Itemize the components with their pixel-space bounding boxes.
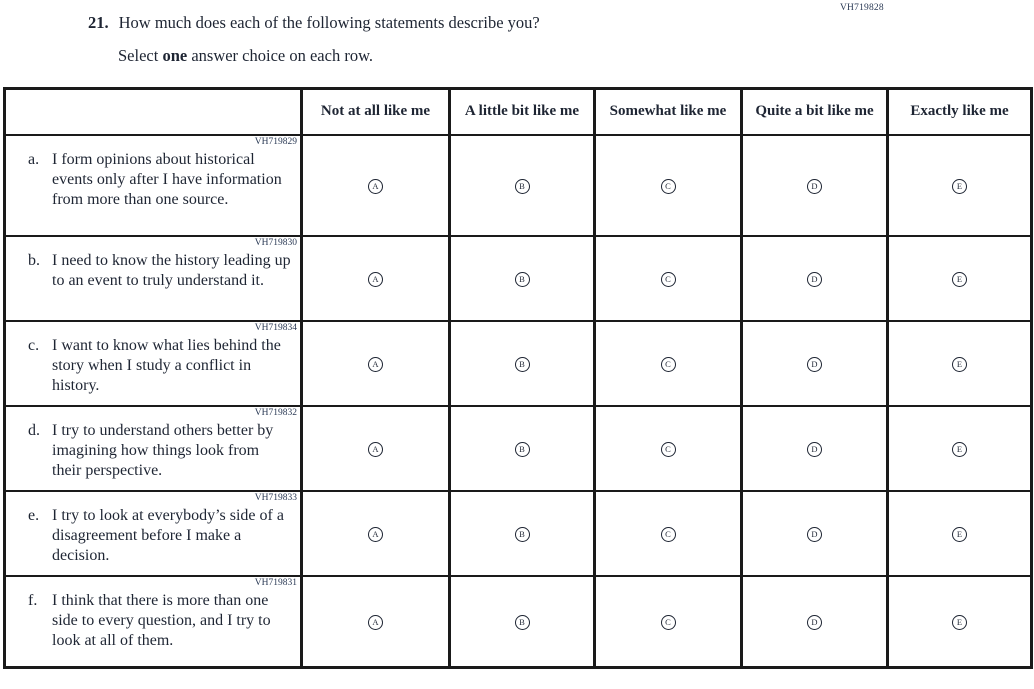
instruction-suffix: answer choice on each row. [187,45,374,65]
answer-cell [595,236,742,321]
statement-text: I think that there is more than one side to every question, and I try to look at all of them. [52,591,271,649]
option-bubble-b[interactable]: B [515,442,530,457]
answer-cell [742,491,888,576]
answer-cell [302,491,450,576]
answer-cell [595,406,742,491]
statement-cell [5,576,302,668]
item-code: VH719830 [254,237,297,248]
option-bubble-e[interactable]: E [952,272,967,287]
answer-cell [450,576,595,668]
option-bubble-a[interactable]: A [368,179,383,194]
option-bubble-e[interactable]: E [952,615,967,630]
option-bubble-c[interactable]: C [661,272,676,287]
answer-cell [742,406,888,491]
statement-body [6,418,300,485]
option-bubble-d[interactable]: D [807,272,822,287]
statement-cell [5,321,302,406]
answer-column-header: Somewhat like me [595,89,742,135]
statement-row-d [5,406,1032,491]
option-bubble-b[interactable]: B [515,527,530,542]
answer-cell [888,491,1032,576]
answer-column-header: Exactly like me [888,89,1032,135]
answer-cell [450,406,595,491]
option-bubble-c[interactable]: C [661,615,676,630]
statement-body [6,588,300,655]
option-bubble-c[interactable]: C [661,179,676,194]
statement-row-a [5,135,1032,236]
answer-cell [742,576,888,668]
answer-cell [742,236,888,321]
question-block [88,13,788,66]
statement-letter: f. [28,591,38,609]
answer-cell [450,135,595,236]
answer-cell [742,135,888,236]
item-code: VH719831 [254,577,297,588]
answer-cell [888,576,1032,668]
answer-cell [450,236,595,321]
option-bubble-b[interactable]: B [515,272,530,287]
option-bubble-e[interactable]: E [952,357,967,372]
question-number: 21. [88,13,109,32]
statement-row-e [5,491,1032,576]
statement-letter: d. [28,421,40,439]
answer-column-header: A little bit like me [450,89,595,135]
statement-letter: e. [28,506,40,524]
header-row [5,89,1032,135]
option-bubble-a[interactable]: A [368,442,383,457]
option-bubble-d[interactable]: D [807,527,822,542]
form-code: VH719828 [840,3,884,13]
answer-cell [450,491,595,576]
statement-cell [5,236,302,321]
option-bubble-c[interactable]: C [661,442,676,457]
statement-body [6,333,300,400]
statement-body [6,503,300,570]
statement-text: I want to know what lies behind the story when I study a conflict in history. [52,336,281,394]
option-bubble-e[interactable]: E [952,527,967,542]
option-bubble-c[interactable]: C [661,357,676,372]
option-bubble-b[interactable]: B [515,179,530,194]
option-bubble-b[interactable]: B [515,615,530,630]
option-bubble-d[interactable]: D [807,615,822,630]
option-bubble-d[interactable]: D [807,357,822,372]
answer-cell [450,321,595,406]
statement-cell [5,406,302,491]
statement-text: I try to look at everybody’s side of a disagreement before I make a decision. [52,506,284,564]
answer-cell [888,406,1032,491]
statement-letter: b. [28,251,40,269]
statement-cell [5,135,302,236]
answer-cell [742,321,888,406]
statement-body [6,248,300,295]
statement-letter: c. [28,336,40,354]
item-code: VH719832 [254,407,297,418]
item-code: VH719833 [254,492,297,503]
answer-cell [595,491,742,576]
item-code: VH719829 [254,136,297,147]
option-bubble-e[interactable]: E [952,179,967,194]
answer-cell [302,576,450,668]
statement-cell [5,491,302,576]
option-bubble-d[interactable]: D [807,442,822,457]
answer-cell [302,406,450,491]
answer-cell [595,321,742,406]
option-bubble-a[interactable]: A [368,357,383,372]
answer-cell [302,135,450,236]
statement-text: I form opinions about historical events only after I have information from more than one source. [52,150,282,208]
option-bubble-a[interactable]: A [368,615,383,630]
answer-cell [302,321,450,406]
statement-row-f [5,576,1032,668]
instruction-bold-word: one [162,45,188,65]
option-bubble-e[interactable]: E [952,442,967,457]
statement-text: I need to know the history leading up to an event to truly understand it. [52,251,291,289]
statement-text: I try to understand others better by imagining how things look from their perspective. [52,421,274,479]
answer-cell [595,135,742,236]
statement-letter: a. [28,150,40,168]
item-code: VH719834 [254,322,297,333]
option-bubble-c[interactable]: C [661,527,676,542]
answer-cell [302,236,450,321]
statement-row-b [5,236,1032,321]
statement-body [6,147,300,214]
answer-cell [888,236,1032,321]
answer-column-header: Not at all like me [302,89,450,135]
question-line [88,13,788,33]
response-grid-wrapper [3,87,1033,669]
option-bubble-a[interactable]: A [368,272,383,287]
answer-column-header: Quite a bit like me [742,89,888,135]
statement-row-c [5,321,1032,406]
option-bubble-a[interactable]: A [368,527,383,542]
question-text: How much does each of the following statements describe you? [118,13,540,32]
statement-column-header [5,89,302,135]
answer-cell [595,576,742,668]
answer-cell [888,321,1032,406]
response-grid [3,87,1033,669]
answer-cell [888,135,1032,236]
instruction-prefix: Select [118,45,163,65]
option-bubble-b[interactable]: B [515,357,530,372]
question-instruction [88,46,788,66]
option-bubble-d[interactable]: D [807,179,822,194]
